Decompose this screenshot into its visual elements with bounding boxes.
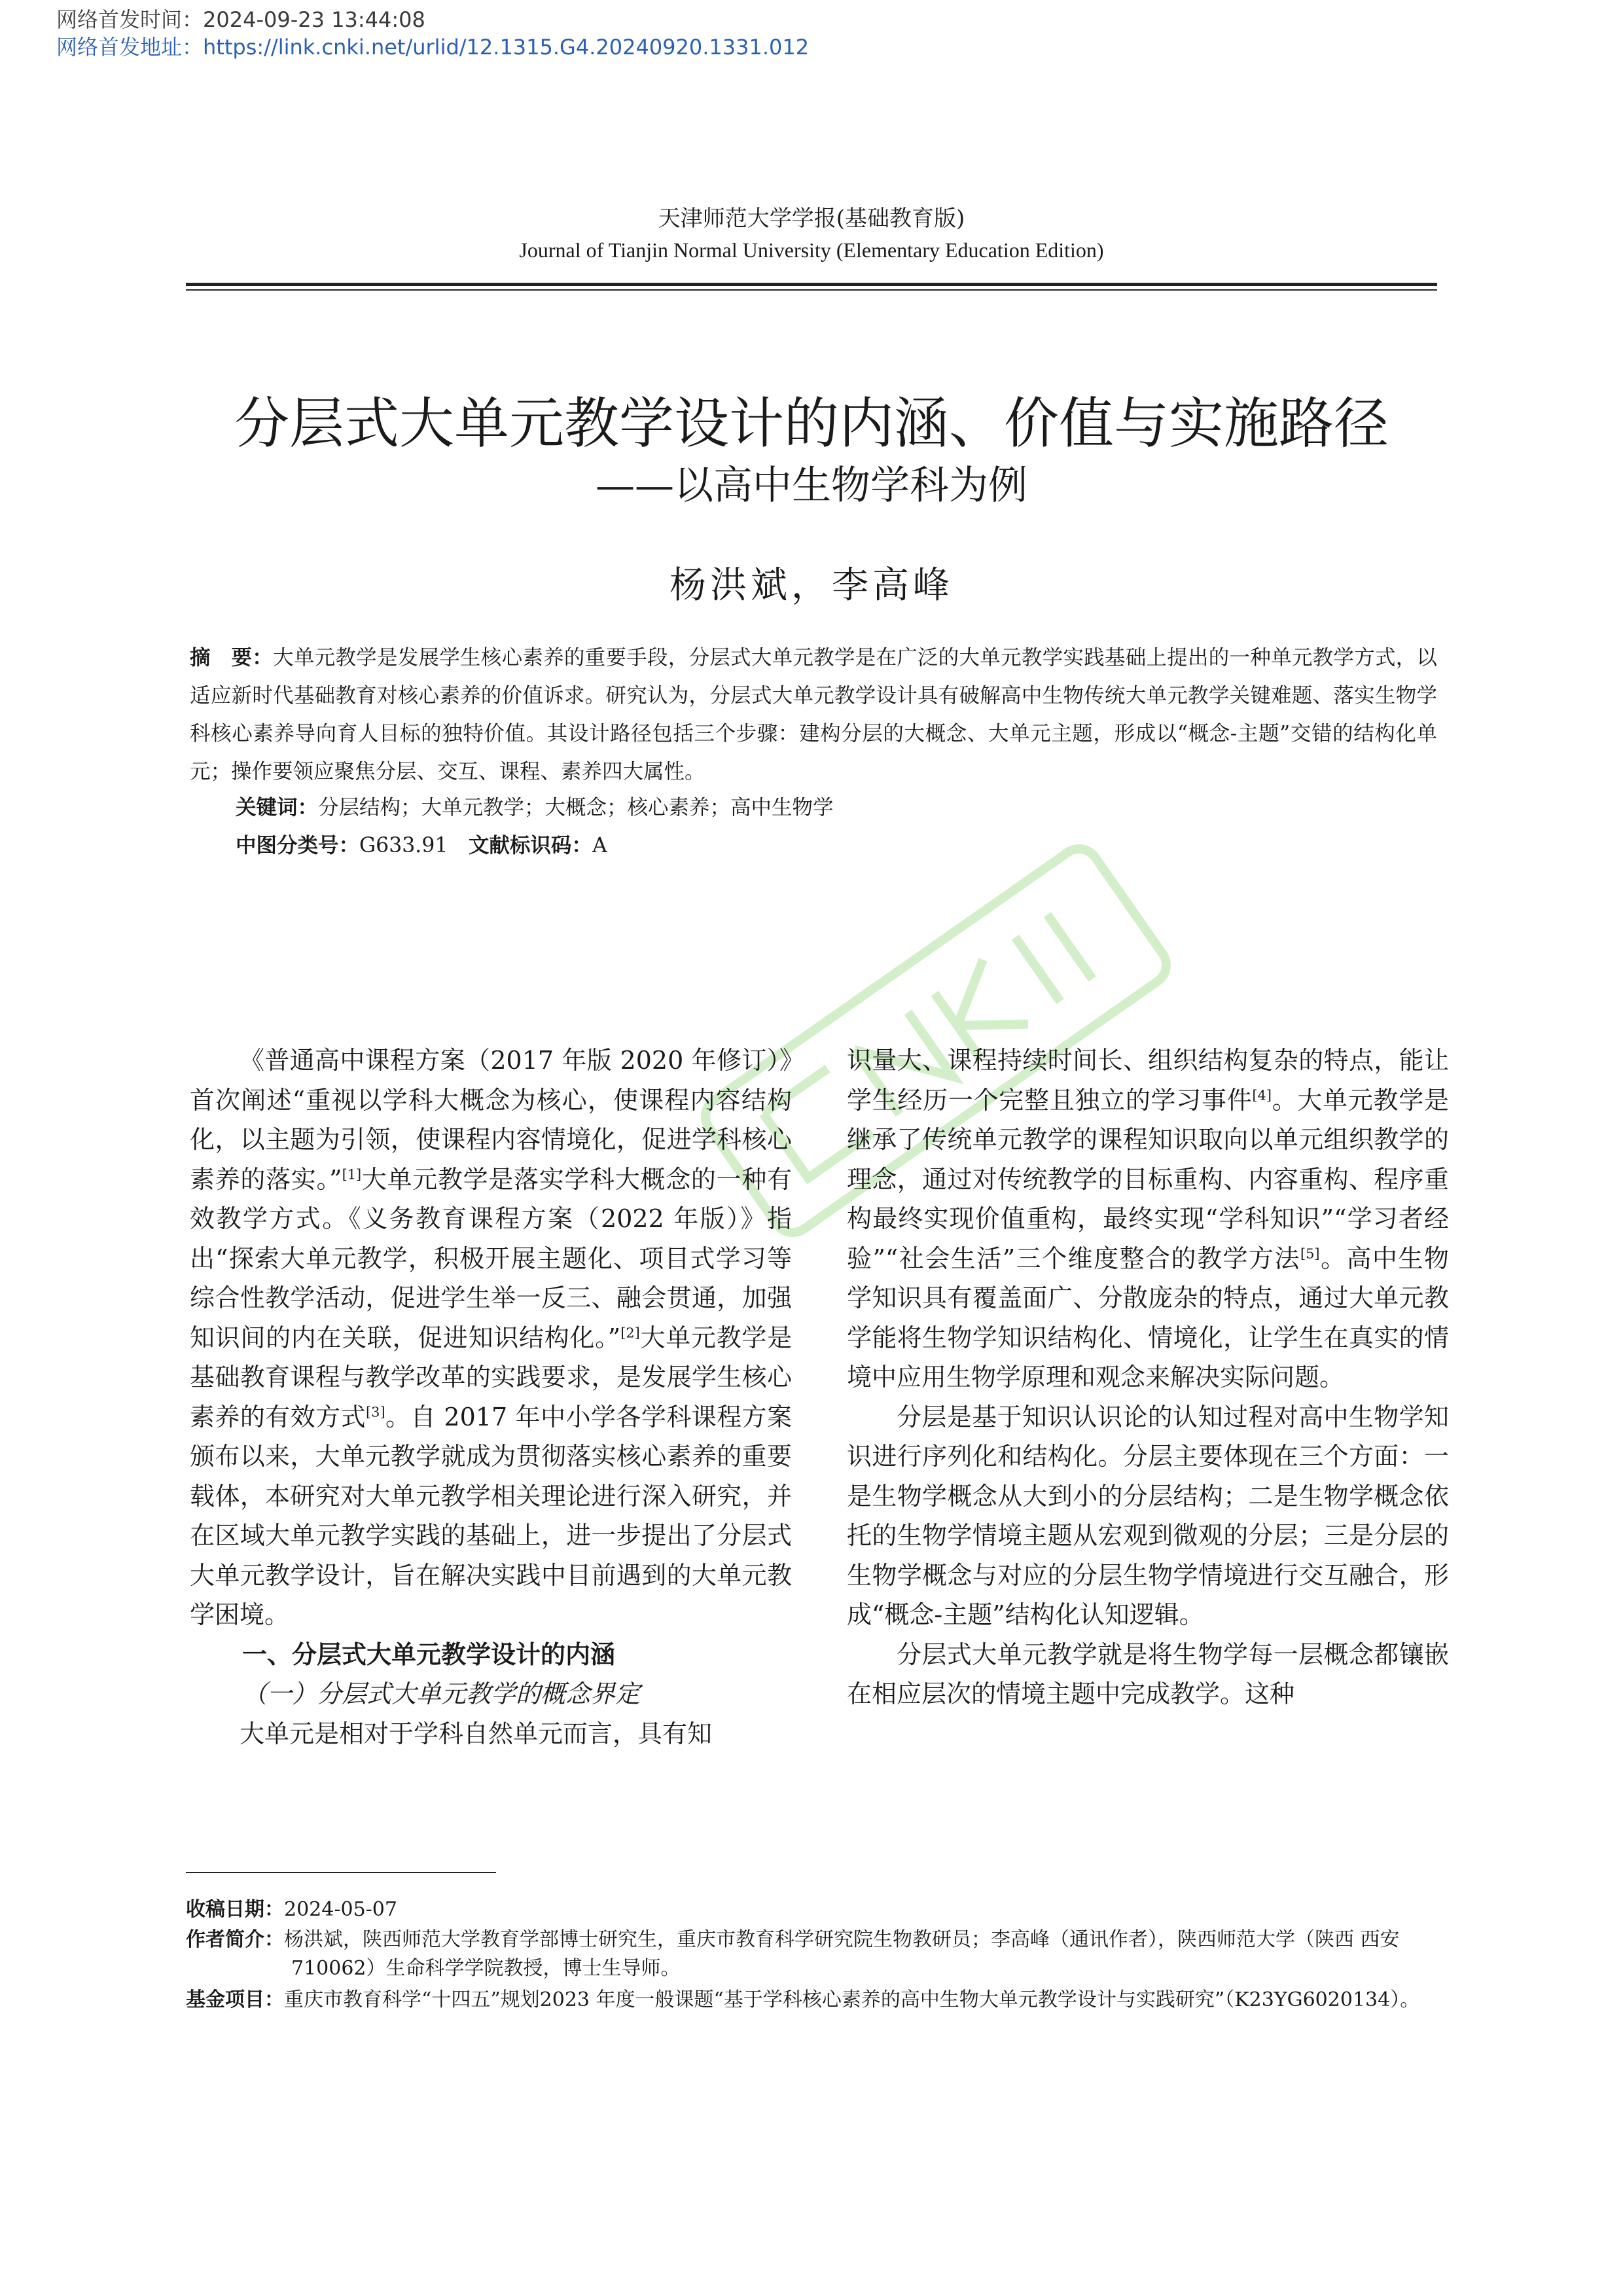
keywords-label: 关键词： [236, 796, 319, 819]
received-date: 2024-05-07 [284, 1898, 397, 1921]
subsection-heading: （一）分层式大单元教学的概念界定 [242, 1679, 641, 1708]
body-paragraph [190, 1041, 792, 1635]
citation-ref[interactable]: [2] [620, 1324, 640, 1340]
body-column-left [190, 1041, 792, 1753]
footnote-author [186, 1926, 1437, 1983]
body-paragraph: 分层式大单元教学就是将生物学每一层概念都镶嵌在相应层次的情境主题中完成教学。这种 [847, 1640, 1449, 1708]
fund-label: 基金项目： [186, 1988, 284, 2011]
clc-code: G633.91 [359, 834, 448, 857]
doc-code: A [592, 834, 607, 857]
keywords-text: 分层结构；大单元教学；大概念；核心素养；高中生物学 [318, 796, 834, 819]
article-authors: 杨洪斌，李高峰 [669, 564, 954, 607]
received-label: 收稿日期： [186, 1898, 284, 1921]
header-rule [186, 283, 1437, 286]
footnote-rule [186, 1872, 496, 1873]
author-info: 杨洪斌，陕西师范大学教育学部博士研究生，重庆市教育科学研究院生物教研员；李高峰（通讯作者），陕西师范大学（陕西 西安 710062）生命科学学院教授，博士生导师。 [284, 1928, 1400, 1980]
body-paragraph: 分层是基于知识认识论的认知过程对高中生物学知识进行序列化和结构化。分层主要体现在三个方面：一是生物学概念从大到小的分层结构；二是生物学概念依托的生物学情境主题从宏观到微观的分层；三是分层的生物学概念与对应的分层生物学情境进行交互融合，形成“概念-主题”结构化认知逻辑。 [847, 1402, 1449, 1629]
online-publish-url[interactable]: 网络首发地址：https://link.cnki.net/urlid/12.1315.G4.20240920.1331.012 [56, 35, 810, 60]
body-text: 识量大、课程持续时间长、组织结构复杂的特点，能让学生经历一个完整且独立的学习事件 [847, 1046, 1449, 1115]
body-text: 大单元教学是落实学科大概念的一种有效教学方式。《义务教育课程方案（2022 年版）》指出“探索大单元教学，积极开展主题化、项目式学习等综合性教学活动，促进学生举一反三、融会贯通，加强知识间的内在关联，促进知识结构化。” [190, 1164, 792, 1352]
citation-ref[interactable]: [5] [1300, 1245, 1320, 1261]
body-text: 《普通高中课程方案（2017 年版 2020 年修订）》首次阐述“重视以学科大概念为核心，使课程内容结构化，以主题为引领，使课程内容情境化，促进学科核心素养的落实。” [190, 1046, 792, 1194]
article-subtitle: ——以高中生物学科为例 [596, 463, 1027, 509]
body-text: 。高中生物学知识具有覆盖面广、分散庞杂的特点，通过大单元教学能将生物学知识结构化、情境化，让学生在真实的情境中应用生物学原理和观念来解决实际问题。 [847, 1244, 1449, 1391]
article-title: 分层式大单元教学设计的内涵、价值与实施路径 [234, 391, 1389, 456]
journal-name-en: Journal of Tianjin Normal University (Elementary Education Edition) [519, 238, 1104, 262]
body-text: 大单元教学是基础教育课程与教学改革的实践要求，是发展学生核心素养的有效方式 [190, 1323, 792, 1431]
citation-ref[interactable]: [1] [342, 1166, 362, 1182]
online-publish-time: 网络首发时间：2024-09-23 13:44:08 [56, 7, 425, 32]
footnote-fund [186, 1986, 1437, 2015]
citation-ref[interactable]: [4] [1252, 1086, 1272, 1103]
abstract-label: 摘 要： [190, 646, 274, 670]
body-column-right [847, 1041, 1449, 1714]
abstract-text: 大单元教学是发展学生核心素养的重要手段，分层式大单元教学是在广泛的大单元教学实践基础上提出的一种单元教学方式，以适应新时代基础教育对核心素养的价值诉求。研究认为，分层式大单元教学设计具有破解高中生物传统大单元教学关键难题、落实生物学科核心素养导向育人目标的独特价值。其设计路径包括三个步骤：建构分层的大概念、大单元主题，形成以“概念-主题”交错的结构化单元；操作要领应聚焦分层、交互、课程、素养四大属性。 [190, 646, 1437, 783]
body-text: 。自 2017 年中小学各学科课程方案颁布以来，大单元教学就成为贯彻落实核心素养的重要载体，本研究对大单元教学相关理论进行深入研究，并在区域大单元教学实践的基础上，进一步提出了分层式大单元教学设计，旨在解决实践中目前遇到的大单元教学困境。 [190, 1402, 792, 1629]
abstract [190, 639, 1437, 791]
body-paragraph [847, 1041, 1449, 1397]
body-paragraph: 大单元是相对于学科自然单元而言，具有知 [240, 1719, 713, 1748]
citation-ref[interactable]: [3] [366, 1403, 385, 1420]
journal-name-cn: 天津师范大学学报(基础教育版) [658, 206, 965, 232]
classification [236, 831, 1437, 860]
doc-code-label: 文献标识码： [468, 834, 592, 857]
header-rule-thin [186, 289, 1437, 291]
fund-info: 重庆市教育科学“十四五”规划2023 年度一般课题“基于学科核心素养的高中生物大单元教学设计与实践研究”（K23YG6020134）。 [284, 1988, 1420, 2011]
clc-label: 中图分类号： [236, 834, 360, 857]
keywords [236, 793, 1437, 822]
body-text: 。大单元教学是继承了传统单元教学的课程知识取向以单元组织教学的理念，通过对传统教学的目标重构、内容重构、程序重构最终实现价值重构，最终实现“学科知识”“学习者经验”“社会生活”三个维度整合的教学方法 [847, 1085, 1449, 1273]
section-heading: 一、分层式大单元教学设计的内涵 [242, 1640, 616, 1669]
author-label: 作者简介： [186, 1928, 284, 1951]
footnote-received [186, 1895, 1437, 1924]
